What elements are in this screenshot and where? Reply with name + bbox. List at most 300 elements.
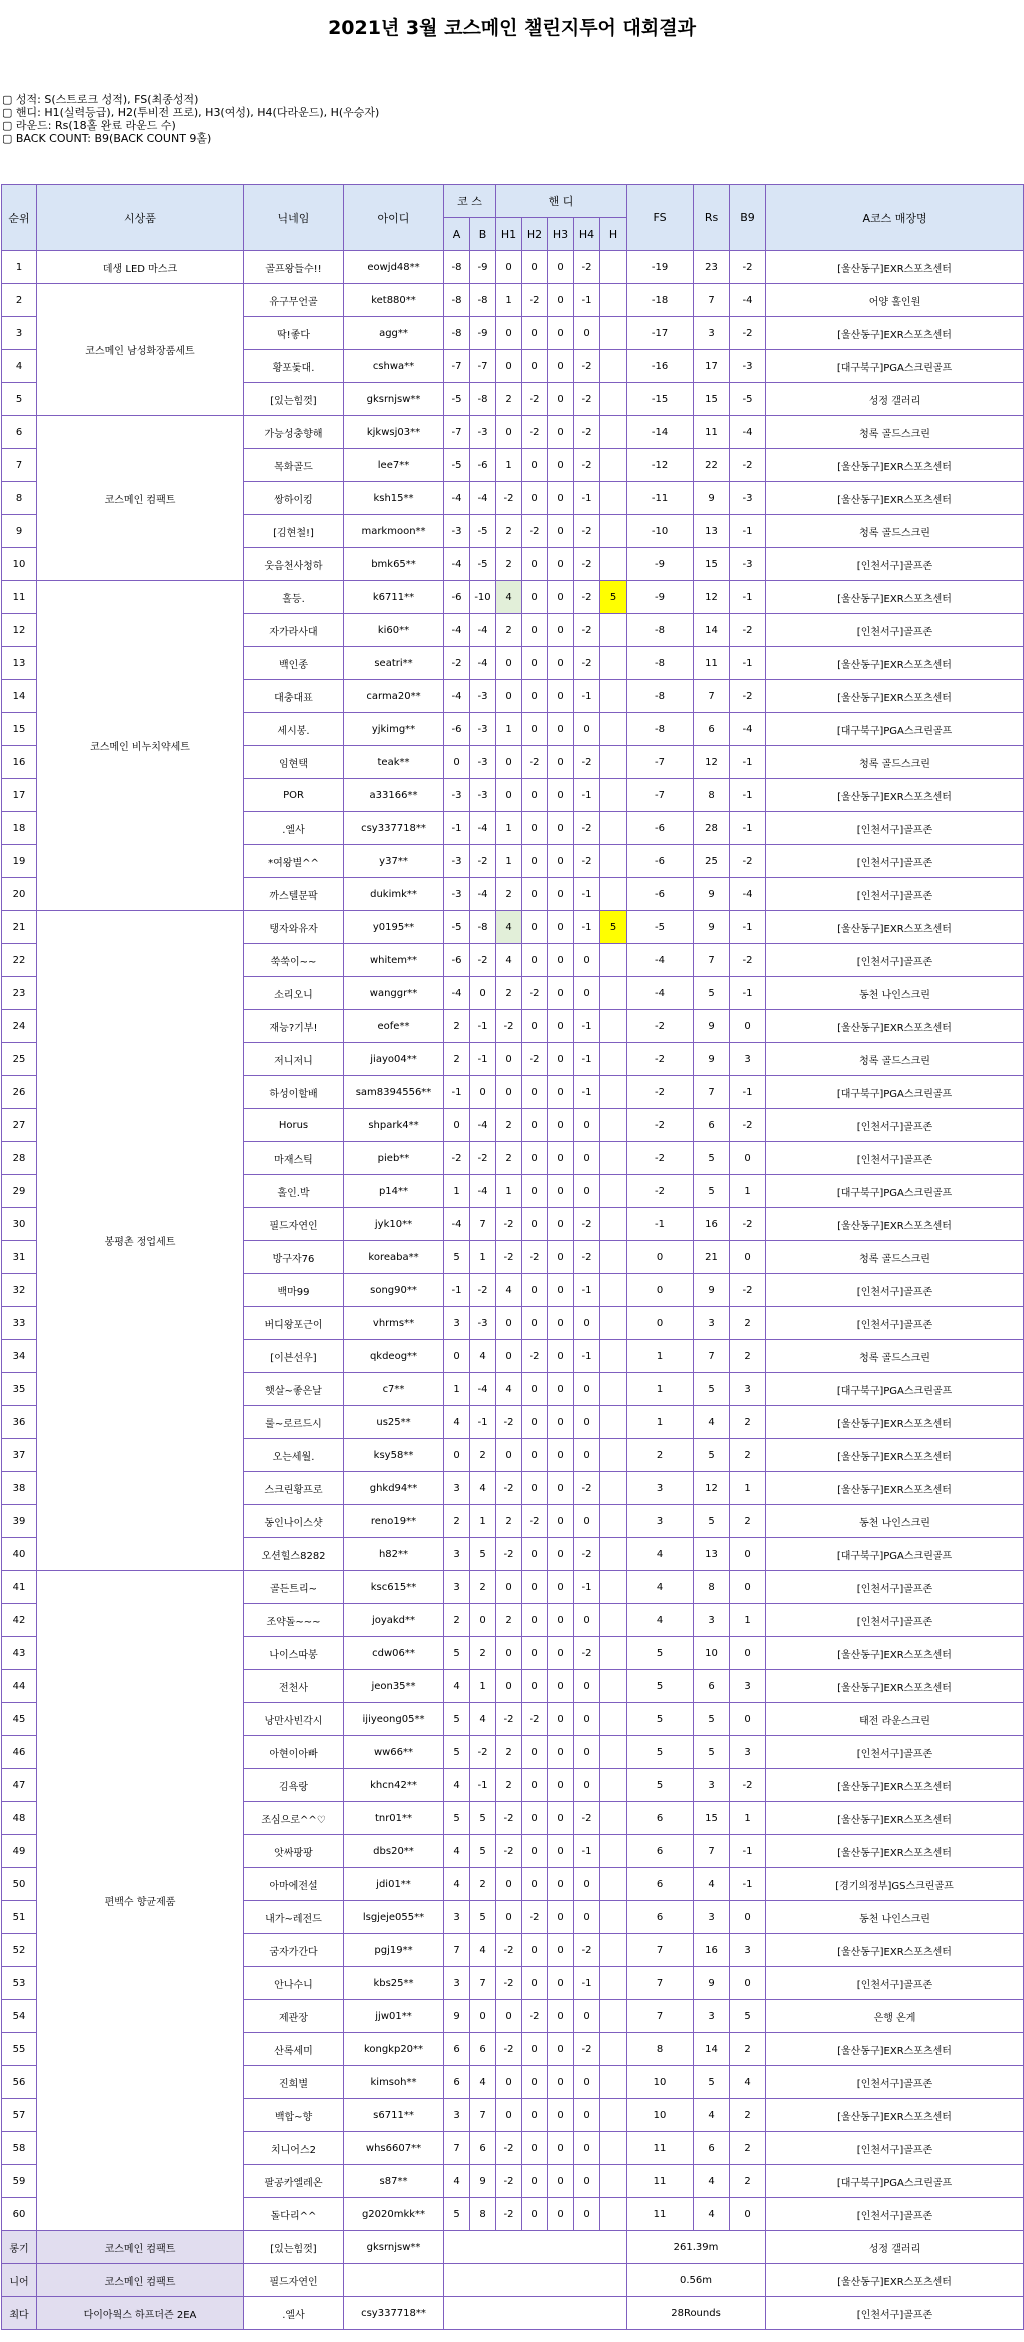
- handicap-h1-cell: 4: [496, 1373, 522, 1406]
- course-b-cell: 5: [470, 1538, 496, 1571]
- nickname-cell: 골프왕들수!!: [244, 251, 344, 284]
- col-nickname-header: 닉네임: [244, 185, 344, 251]
- handicap-h3-cell: 0: [548, 1868, 574, 1901]
- col-b-header: B: [470, 218, 496, 251]
- back-count-cell: 5: [730, 2000, 766, 2033]
- final-score-cell: 4: [627, 1571, 694, 1604]
- rounds-cell: 15: [694, 548, 730, 581]
- handicap-h1-cell: 0: [496, 1868, 522, 1901]
- course-a-cell: -1: [444, 1274, 470, 1307]
- rounds-cell: 7: [694, 1340, 730, 1373]
- handicap-h-cell: [600, 1604, 627, 1637]
- handicap-h-cell: [600, 779, 627, 812]
- handicap-h2-cell: 0: [522, 350, 548, 383]
- col-a-header: A: [444, 218, 470, 251]
- handicap-h4-cell: 0: [574, 1307, 600, 1340]
- nickname-cell: [있는힘껏]: [244, 383, 344, 416]
- award-label-cell: 니어: [2, 2264, 37, 2297]
- handicap-h2-cell: 0: [522, 1736, 548, 1769]
- rank-cell: 23: [2, 977, 37, 1010]
- course-b-cell: -8: [470, 383, 496, 416]
- handicap-h1-cell: -2: [496, 1472, 522, 1505]
- handicap-h-cell: [600, 680, 627, 713]
- handicap-h3-cell: 0: [548, 977, 574, 1010]
- handicap-h4-cell: -1: [574, 1835, 600, 1868]
- nickname-cell: 아마에전설: [244, 1868, 344, 1901]
- handicap-h1-cell: 0: [496, 350, 522, 383]
- handicap-h-cell: [600, 383, 627, 416]
- back-count-cell: -1: [730, 812, 766, 845]
- handicap-h4-cell: -2: [574, 548, 600, 581]
- nickname-cell: 백합~향: [244, 2099, 344, 2132]
- handicap-h2-cell: 0: [522, 713, 548, 746]
- user-id-cell: s6711**: [344, 2099, 444, 2132]
- rank-cell: 21: [2, 911, 37, 944]
- handicap-h4-cell: -2: [574, 416, 600, 449]
- col-id-header: 아이디: [344, 185, 444, 251]
- handicap-h-cell: [600, 284, 627, 317]
- award-row: [2, 2297, 1024, 2330]
- course-b-cell: -4: [470, 1175, 496, 1208]
- handicap-h1-cell: 0: [496, 680, 522, 713]
- handicap-h3-cell: 0: [548, 1373, 574, 1406]
- back-count-cell: 1: [730, 1472, 766, 1505]
- rank-cell: 58: [2, 2132, 37, 2165]
- handicap-h-cell: [600, 1505, 627, 1538]
- course-b-cell: 7: [470, 1208, 496, 1241]
- course-b-cell: -10: [470, 581, 496, 614]
- rounds-cell: 5: [694, 1703, 730, 1736]
- user-id-cell: song90**: [344, 1274, 444, 1307]
- handicap-h1-cell: 0: [496, 647, 522, 680]
- handicap-h-cell: [600, 2033, 627, 2066]
- rank-cell: 39: [2, 1505, 37, 1538]
- handicap-h4-cell: -2: [574, 1472, 600, 1505]
- col-fs-header: FS: [627, 185, 694, 251]
- back-count-cell: -1: [730, 779, 766, 812]
- rounds-cell: 9: [694, 482, 730, 515]
- handicap-h4-cell: 0: [574, 1142, 600, 1175]
- handicap-h1-cell: -2: [496, 1406, 522, 1439]
- course-b-cell: -8: [470, 911, 496, 944]
- store-cell: [울산동구]EXR스포츠센터: [766, 482, 1024, 515]
- course-a-cell: -1: [444, 1076, 470, 1109]
- handicap-h4-cell: 0: [574, 1604, 600, 1637]
- course-a-cell: -5: [444, 911, 470, 944]
- nickname-cell: 굼자가간다: [244, 1934, 344, 1967]
- course-a-cell: 3: [444, 2099, 470, 2132]
- nickname-cell: 가능성충향해: [244, 416, 344, 449]
- user-id-cell: carma20**: [344, 680, 444, 713]
- course-a-cell: -4: [444, 1208, 470, 1241]
- handicap-h2-cell: -2: [522, 284, 548, 317]
- user-id-cell: dukimk**: [344, 878, 444, 911]
- handicap-h4-cell: -2: [574, 1538, 600, 1571]
- user-id-cell: jdi01**: [344, 1868, 444, 1901]
- user-id-cell: teak**: [344, 746, 444, 779]
- handicap-h4-cell: 0: [574, 977, 600, 1010]
- user-id-cell: ksy58**: [344, 1439, 444, 1472]
- col-h4-header: H4: [574, 218, 600, 251]
- handicap-h1-cell: 0: [496, 2000, 522, 2033]
- handicap-h-cell: [600, 548, 627, 581]
- rounds-cell: 4: [694, 2198, 730, 2231]
- final-score-cell: 1: [627, 1340, 694, 1373]
- rounds-cell: 9: [694, 878, 730, 911]
- handicap-h3-cell: 0: [548, 1505, 574, 1538]
- nickname-cell: 아현이아빠: [244, 1736, 344, 1769]
- handicap-h4-cell: 0: [574, 1109, 600, 1142]
- handicap-h2-cell: 0: [522, 1307, 548, 1340]
- handicap-h1-cell: 4: [496, 1274, 522, 1307]
- store-cell: [울산동구]EXR스포츠센터: [766, 1637, 1024, 1670]
- rank-cell: 31: [2, 1241, 37, 1274]
- store-cell: [대구북구]PGA스크린골프: [766, 1538, 1024, 1571]
- note-backcount: ▢ BACK COUNT: B9(BACK COUNT 9홀): [2, 132, 212, 145]
- handicap-h-cell: [600, 746, 627, 779]
- rounds-cell: 15: [694, 1802, 730, 1835]
- course-b-cell: -3: [470, 1307, 496, 1340]
- course-a-cell: 5: [444, 1637, 470, 1670]
- back-count-cell: 3: [730, 1736, 766, 1769]
- rounds-cell: 11: [694, 647, 730, 680]
- course-b-cell: -4: [470, 878, 496, 911]
- course-b-cell: -4: [470, 1109, 496, 1142]
- final-score-cell: -4: [627, 944, 694, 977]
- final-score-cell: 4: [627, 1604, 694, 1637]
- back-count-cell: -2: [730, 944, 766, 977]
- handicap-h3-cell: 0: [548, 449, 574, 482]
- handicap-h2-cell: 0: [522, 1109, 548, 1142]
- handicap-h2-cell: 0: [522, 2033, 548, 2066]
- rank-cell: 45: [2, 1703, 37, 1736]
- nickname-cell: 방구자76: [244, 1241, 344, 1274]
- back-count-cell: -5: [730, 383, 766, 416]
- final-score-cell: 3: [627, 1472, 694, 1505]
- user-id-cell: us25**: [344, 1406, 444, 1439]
- store-cell: [울산동구]EXR스포츠센터: [766, 680, 1024, 713]
- handicap-h3-cell: 0: [548, 614, 574, 647]
- handicap-h4-cell: -1: [574, 284, 600, 317]
- rank-cell: 30: [2, 1208, 37, 1241]
- handicap-h1-cell: 1: [496, 845, 522, 878]
- award-prize-cell: 다이아웍스 하프더즌 2EA: [37, 2297, 244, 2330]
- handicap-h1-cell: 0: [496, 317, 522, 350]
- back-count-cell: 0: [730, 1241, 766, 1274]
- handicap-h3-cell: 0: [548, 1208, 574, 1241]
- handicap-h1-cell: -2: [496, 1010, 522, 1043]
- rank-cell: 40: [2, 1538, 37, 1571]
- course-b-cell: 9: [470, 2165, 496, 2198]
- course-b-cell: 2: [470, 1571, 496, 1604]
- handicap-h2-cell: 0: [522, 1868, 548, 1901]
- course-b-cell: -5: [470, 515, 496, 548]
- handicap-h4-cell: 0: [574, 1505, 600, 1538]
- handicap-h-cell: [600, 482, 627, 515]
- course-b-cell: -4: [470, 647, 496, 680]
- back-count-cell: -2: [730, 251, 766, 284]
- rounds-cell: 7: [694, 1076, 730, 1109]
- rounds-cell: 21: [694, 1241, 730, 1274]
- handicap-h-cell: [600, 1274, 627, 1307]
- final-score-cell: 0: [627, 1274, 694, 1307]
- award-label-cell: 롱기: [2, 2231, 37, 2264]
- handicap-h3-cell: 0: [548, 1406, 574, 1439]
- back-count-cell: 3: [730, 1373, 766, 1406]
- course-a-cell: 5: [444, 1802, 470, 1835]
- handicap-h3-cell: 0: [548, 284, 574, 317]
- rounds-cell: 11: [694, 416, 730, 449]
- final-score-cell: -18: [627, 284, 694, 317]
- handicap-h3-cell: 0: [548, 1637, 574, 1670]
- rounds-cell: 9: [694, 1274, 730, 1307]
- store-cell: [인천서구]골프존: [766, 2132, 1024, 2165]
- back-count-cell: 2: [730, 2132, 766, 2165]
- store-cell: [인천서구]골프존: [766, 1967, 1024, 2000]
- award-row: [2, 2231, 1024, 2264]
- nickname-cell: 돌다리^^: [244, 2198, 344, 2231]
- course-a-cell: 6: [444, 2066, 470, 2099]
- user-id-cell: qkdeog**: [344, 1340, 444, 1373]
- nickname-cell: 딱!좋다: [244, 317, 344, 350]
- back-count-cell: -2: [730, 614, 766, 647]
- store-cell: [울산동구]EXR스포츠센터: [766, 2099, 1024, 2132]
- handicap-h-cell: [600, 1934, 627, 1967]
- rank-cell: 22: [2, 944, 37, 977]
- back-count-cell: -2: [730, 680, 766, 713]
- award-empty-cell: [444, 2297, 627, 2330]
- handicap-h3-cell: 0: [548, 548, 574, 581]
- handicap-h2-cell: 0: [522, 1967, 548, 2000]
- course-b-cell: 0: [470, 1076, 496, 1109]
- prize-cell: 코스메인 비누치약세트: [37, 581, 244, 911]
- back-count-cell: -2: [730, 1109, 766, 1142]
- col-h3-header: H3: [548, 218, 574, 251]
- legend-notes: [2, 93, 1024, 145]
- store-cell: [울산동구]EXR스포츠센터: [766, 779, 1024, 812]
- handicap-h-cell: [600, 1142, 627, 1175]
- handicap-h2-cell: 0: [522, 680, 548, 713]
- final-score-cell: -9: [627, 548, 694, 581]
- rank-cell: 18: [2, 812, 37, 845]
- handicap-h4-cell: -1: [574, 1967, 600, 2000]
- handicap-h1-cell: 2: [496, 1505, 522, 1538]
- course-a-cell: -4: [444, 680, 470, 713]
- store-cell: 성정 갤러리: [766, 383, 1024, 416]
- course-a-cell: 5: [444, 1703, 470, 1736]
- handicap-h2-cell: -2: [522, 2000, 548, 2033]
- handicap-h-cell: [600, 1307, 627, 1340]
- handicap-h1-cell: 1: [496, 284, 522, 317]
- nickname-cell: 자가라사대: [244, 614, 344, 647]
- final-score-cell: -16: [627, 350, 694, 383]
- course-b-cell: 1: [470, 1241, 496, 1274]
- rounds-cell: 4: [694, 1868, 730, 1901]
- handicap-h3-cell: 0: [548, 1901, 574, 1934]
- handicap-h2-cell: 0: [522, 1604, 548, 1637]
- handicap-h4-cell: -1: [574, 1076, 600, 1109]
- course-a-cell: -2: [444, 647, 470, 680]
- course-b-cell: -5: [470, 548, 496, 581]
- handicap-h2-cell: -2: [522, 1241, 548, 1274]
- handicap-h1-cell: 0: [496, 1901, 522, 1934]
- handicap-h2-cell: 0: [522, 1637, 548, 1670]
- course-b-cell: 5: [470, 1802, 496, 1835]
- handicap-h3-cell: 0: [548, 350, 574, 383]
- store-cell: 청록 골드스크린: [766, 515, 1024, 548]
- rank-cell: 10: [2, 548, 37, 581]
- nickname-cell: 홀등.: [244, 581, 344, 614]
- user-id-cell: ijiyeong05**: [344, 1703, 444, 1736]
- handicap-h3-cell: 0: [548, 1802, 574, 1835]
- handicap-h3-cell: 0: [548, 1274, 574, 1307]
- handicap-h3-cell: 0: [548, 2099, 574, 2132]
- store-cell: 청록 골드스크린: [766, 416, 1024, 449]
- nickname-cell: 쑥쑥이~~: [244, 944, 344, 977]
- rounds-cell: 5: [694, 2066, 730, 2099]
- final-score-cell: -2: [627, 1010, 694, 1043]
- final-score-cell: 5: [627, 1637, 694, 1670]
- nickname-cell: 골든트리~: [244, 1571, 344, 1604]
- final-score-cell: -7: [627, 779, 694, 812]
- final-score-cell: 5: [627, 1703, 694, 1736]
- handicap-h-cell: [600, 1472, 627, 1505]
- nickname-cell: 햇살~좋은날: [244, 1373, 344, 1406]
- store-cell: [인천서구]골프존: [766, 944, 1024, 977]
- final-score-cell: 11: [627, 2198, 694, 2231]
- rank-cell: 15: [2, 713, 37, 746]
- handicap-h-cell: [600, 1703, 627, 1736]
- rounds-cell: 16: [694, 1934, 730, 1967]
- handicap-h-cell: [600, 647, 627, 680]
- back-count-cell: 1: [730, 1604, 766, 1637]
- back-count-cell: -1: [730, 1835, 766, 1868]
- nickname-cell: 마재스틱: [244, 1142, 344, 1175]
- rank-cell: 20: [2, 878, 37, 911]
- rank-cell: 41: [2, 1571, 37, 1604]
- rank-cell: 27: [2, 1109, 37, 1142]
- final-score-cell: -2: [627, 1175, 694, 1208]
- rounds-cell: 25: [694, 845, 730, 878]
- final-score-cell: -14: [627, 416, 694, 449]
- back-count-cell: -3: [730, 548, 766, 581]
- handicap-h1-cell: 0: [496, 251, 522, 284]
- handicap-h1-cell: 0: [496, 2066, 522, 2099]
- store-cell: [인천서구]골프존: [766, 878, 1024, 911]
- award-nickname-cell: [있는힘껏]: [244, 2231, 344, 2264]
- final-score-cell: 5: [627, 1736, 694, 1769]
- rank-cell: 13: [2, 647, 37, 680]
- rank-cell: 53: [2, 1967, 37, 2000]
- handicap-h-cell: [600, 251, 627, 284]
- course-b-cell: -1: [470, 1043, 496, 1076]
- final-score-cell: -1: [627, 1208, 694, 1241]
- nickname-cell: 대충대표: [244, 680, 344, 713]
- course-b-cell: -4: [470, 1373, 496, 1406]
- back-count-cell: 0: [730, 1571, 766, 1604]
- rounds-cell: 8: [694, 779, 730, 812]
- course-a-cell: -4: [444, 614, 470, 647]
- award-value-cell: 28Rounds: [627, 2297, 766, 2330]
- course-b-cell: 2: [470, 1439, 496, 1472]
- handicap-h2-cell: -2: [522, 1901, 548, 1934]
- handicap-h2-cell: 0: [522, 2099, 548, 2132]
- handicap-h3-cell: 0: [548, 911, 574, 944]
- handicap-h2-cell: 0: [522, 911, 548, 944]
- nickname-cell: 웃음천사청하: [244, 548, 344, 581]
- handicap-h1-cell: -2: [496, 1967, 522, 2000]
- handicap-h4-cell: 0: [574, 2000, 600, 2033]
- final-score-cell: 3: [627, 1505, 694, 1538]
- handicap-h1-cell: 2: [496, 977, 522, 1010]
- course-a-cell: -3: [444, 779, 470, 812]
- course-b-cell: 0: [470, 2000, 496, 2033]
- results-table: [1, 184, 1024, 2330]
- back-count-cell: 1: [730, 1175, 766, 1208]
- handicap-h2-cell: 0: [522, 581, 548, 614]
- handicap-h2-cell: 0: [522, 845, 548, 878]
- course-a-cell: -2: [444, 1142, 470, 1175]
- final-score-cell: 5: [627, 1670, 694, 1703]
- course-b-cell: -8: [470, 284, 496, 317]
- user-id-cell: wanggr**: [344, 977, 444, 1010]
- handicap-h4-cell: 0: [574, 713, 600, 746]
- course-b-cell: -6: [470, 449, 496, 482]
- handicap-h4-cell: -1: [574, 1274, 600, 1307]
- store-cell: [대구북구]PGA스크린골프: [766, 350, 1024, 383]
- course-a-cell: 6: [444, 2033, 470, 2066]
- table-row: [2, 251, 1024, 284]
- final-score-cell: -6: [627, 878, 694, 911]
- final-score-cell: 0: [627, 1241, 694, 1274]
- handicap-h4-cell: 0: [574, 1670, 600, 1703]
- rounds-cell: 12: [694, 1472, 730, 1505]
- store-cell: [인천서구]골프존: [766, 548, 1024, 581]
- back-count-cell: -3: [730, 350, 766, 383]
- rank-cell: 52: [2, 1934, 37, 1967]
- rank-cell: 47: [2, 1769, 37, 1802]
- nickname-cell: 목화골드: [244, 449, 344, 482]
- handicap-h1-cell: 2: [496, 1109, 522, 1142]
- course-a-cell: 3: [444, 1307, 470, 1340]
- back-count-cell: -1: [730, 911, 766, 944]
- prize-cell: 편백수 향균제품: [37, 1571, 244, 2231]
- handicap-h3-cell: 0: [548, 1571, 574, 1604]
- rank-cell: 11: [2, 581, 37, 614]
- handicap-h2-cell: -2: [522, 746, 548, 779]
- handicap-h1-cell: 0: [496, 2099, 522, 2132]
- handicap-h3-cell: 0: [548, 1934, 574, 1967]
- store-cell: 동천 나인스크린: [766, 977, 1024, 1010]
- rank-cell: 46: [2, 1736, 37, 1769]
- final-score-cell: -6: [627, 845, 694, 878]
- rounds-cell: 9: [694, 1010, 730, 1043]
- user-id-cell: p14**: [344, 1175, 444, 1208]
- rounds-cell: 6: [694, 713, 730, 746]
- award-user-id-cell: gksrnjsw**: [344, 2231, 444, 2264]
- user-id-cell: ksc615**: [344, 1571, 444, 1604]
- nickname-cell: 소리오니: [244, 977, 344, 1010]
- rank-cell: 1: [2, 251, 37, 284]
- handicap-h1-cell: -2: [496, 2198, 522, 2231]
- course-b-cell: 4: [470, 1934, 496, 1967]
- handicap-h3-cell: 0: [548, 713, 574, 746]
- rounds-cell: 9: [694, 1043, 730, 1076]
- rounds-cell: 9: [694, 911, 730, 944]
- award-label-cell: 최다: [2, 2297, 37, 2330]
- final-score-cell: -8: [627, 680, 694, 713]
- back-count-cell: -4: [730, 284, 766, 317]
